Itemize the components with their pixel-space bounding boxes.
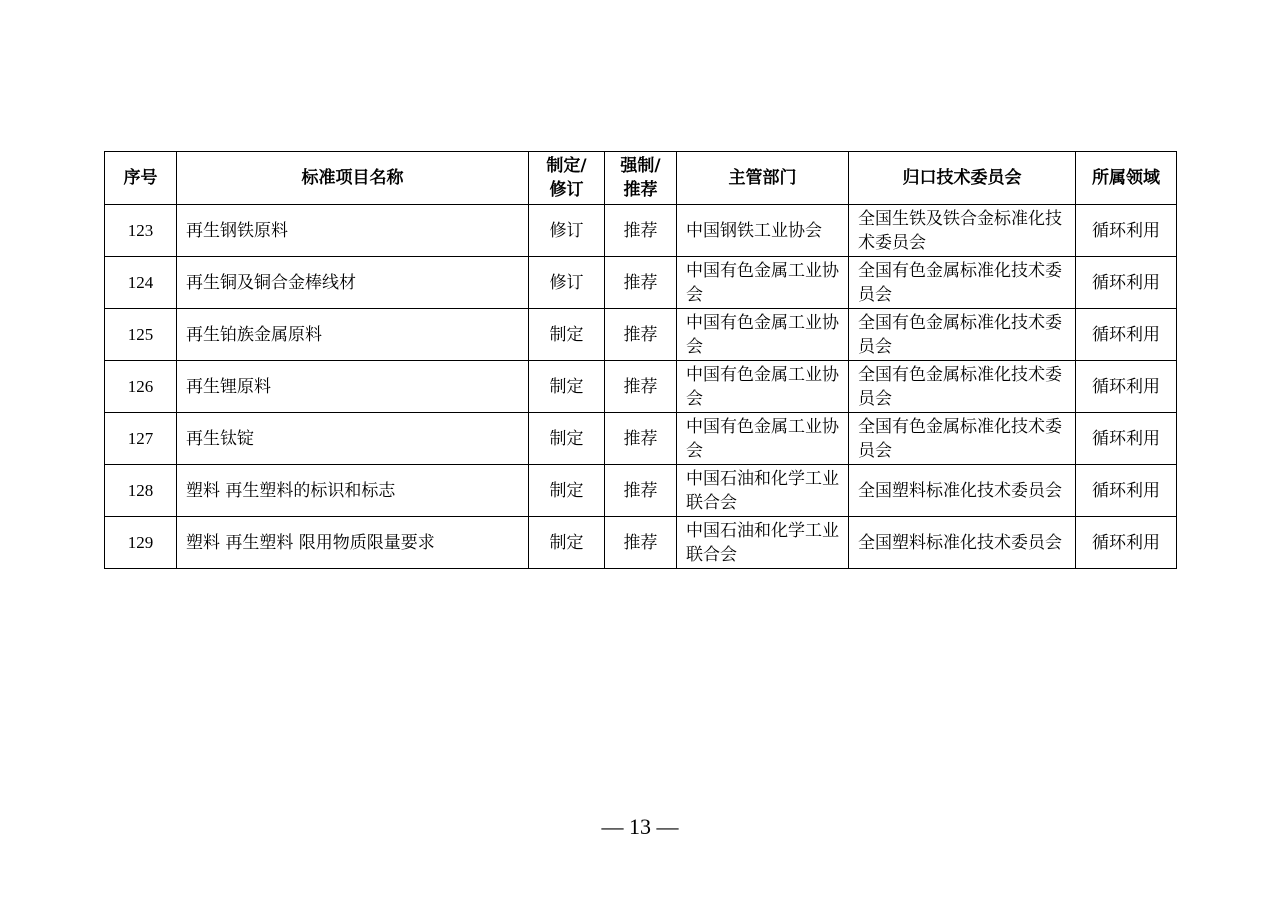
cell-rec: 推荐 xyxy=(605,309,677,361)
cell-type: 制定 xyxy=(529,309,605,361)
cell-dept: 中国有色金属工业协会 xyxy=(677,413,849,465)
table-row xyxy=(105,257,1177,309)
header-type xyxy=(529,152,605,205)
cell-type: 制定 xyxy=(529,413,605,465)
cell-committee: 全国塑料标准化技术委员会 xyxy=(849,517,1076,569)
header-rec xyxy=(605,152,677,205)
table-row xyxy=(105,309,1177,361)
cell-no: 127 xyxy=(105,413,177,465)
cell-dept: 中国有色金属工业协会 xyxy=(677,309,849,361)
cell-rec: 推荐 xyxy=(605,205,677,257)
table-row xyxy=(105,361,1177,413)
cell-type: 制定 xyxy=(529,361,605,413)
header-committee: 归口技术委员会 xyxy=(849,152,1076,205)
cell-field: 循环利用 xyxy=(1076,361,1177,413)
cell-no: 124 xyxy=(105,257,177,309)
cell-committee: 全国生铁及铁合金标准化技术委员会 xyxy=(849,205,1076,257)
cell-dept: 中国钢铁工业协会 xyxy=(677,205,849,257)
table-row xyxy=(105,413,1177,465)
table-header-row xyxy=(105,152,1177,205)
cell-committee: 全国有色金属标准化技术委员会 xyxy=(849,361,1076,413)
cell-field: 循环利用 xyxy=(1076,205,1177,257)
cell-type: 修订 xyxy=(529,257,605,309)
cell-no: 123 xyxy=(105,205,177,257)
cell-committee: 全国有色金属标准化技术委员会 xyxy=(849,257,1076,309)
cell-no: 128 xyxy=(105,465,177,517)
cell-name: 塑料 再生塑料的标识和标志 xyxy=(177,465,529,517)
cell-field: 循环利用 xyxy=(1076,517,1177,569)
cell-dept: 中国石油和化学工业联合会 xyxy=(677,465,849,517)
cell-rec: 推荐 xyxy=(605,517,677,569)
header-type-line1: 制定/ xyxy=(546,156,587,176)
cell-dept: 中国有色金属工业协会 xyxy=(677,361,849,413)
header-rec-line1: 强制/ xyxy=(620,156,661,176)
cell-type: 制定 xyxy=(529,465,605,517)
header-dept: 主管部门 xyxy=(677,152,849,205)
cell-field: 循环利用 xyxy=(1076,413,1177,465)
cell-committee: 全国有色金属标准化技术委员会 xyxy=(849,413,1076,465)
cell-rec: 推荐 xyxy=(605,257,677,309)
cell-name: 再生铂族金属原料 xyxy=(177,309,529,361)
cell-rec: 推荐 xyxy=(605,465,677,517)
cell-field: 循环利用 xyxy=(1076,465,1177,517)
standards-table xyxy=(104,151,1177,569)
cell-no: 126 xyxy=(105,361,177,413)
page-number: — 13 — xyxy=(601,814,679,839)
cell-rec: 推荐 xyxy=(605,413,677,465)
cell-type: 修订 xyxy=(529,205,605,257)
cell-field: 循环利用 xyxy=(1076,309,1177,361)
cell-name: 再生钛锭 xyxy=(177,413,529,465)
cell-no: 125 xyxy=(105,309,177,361)
cell-name: 再生锂原料 xyxy=(177,361,529,413)
table-row xyxy=(105,465,1177,517)
header-name: 标准项目名称 xyxy=(177,152,529,205)
header-rec-line2: 推荐 xyxy=(623,180,658,200)
table-row xyxy=(105,517,1177,569)
header-type-line2: 修订 xyxy=(549,180,584,200)
cell-dept: 中国石油和化学工业联合会 xyxy=(677,517,849,569)
cell-name: 再生钢铁原料 xyxy=(177,205,529,257)
table-row xyxy=(105,205,1177,257)
cell-committee: 全国塑料标准化技术委员会 xyxy=(849,465,1076,517)
cell-no: 129 xyxy=(105,517,177,569)
cell-rec: 推荐 xyxy=(605,361,677,413)
cell-type: 制定 xyxy=(529,517,605,569)
cell-field: 循环利用 xyxy=(1076,257,1177,309)
cell-name: 再生铜及铜合金棒线材 xyxy=(177,257,529,309)
header-no: 序号 xyxy=(105,152,177,205)
cell-committee: 全国有色金属标准化技术委员会 xyxy=(849,309,1076,361)
header-field: 所属领域 xyxy=(1076,152,1177,205)
cell-dept: 中国有色金属工业协会 xyxy=(677,257,849,309)
cell-name: 塑料 再生塑料 限用物质限量要求 xyxy=(177,517,529,569)
